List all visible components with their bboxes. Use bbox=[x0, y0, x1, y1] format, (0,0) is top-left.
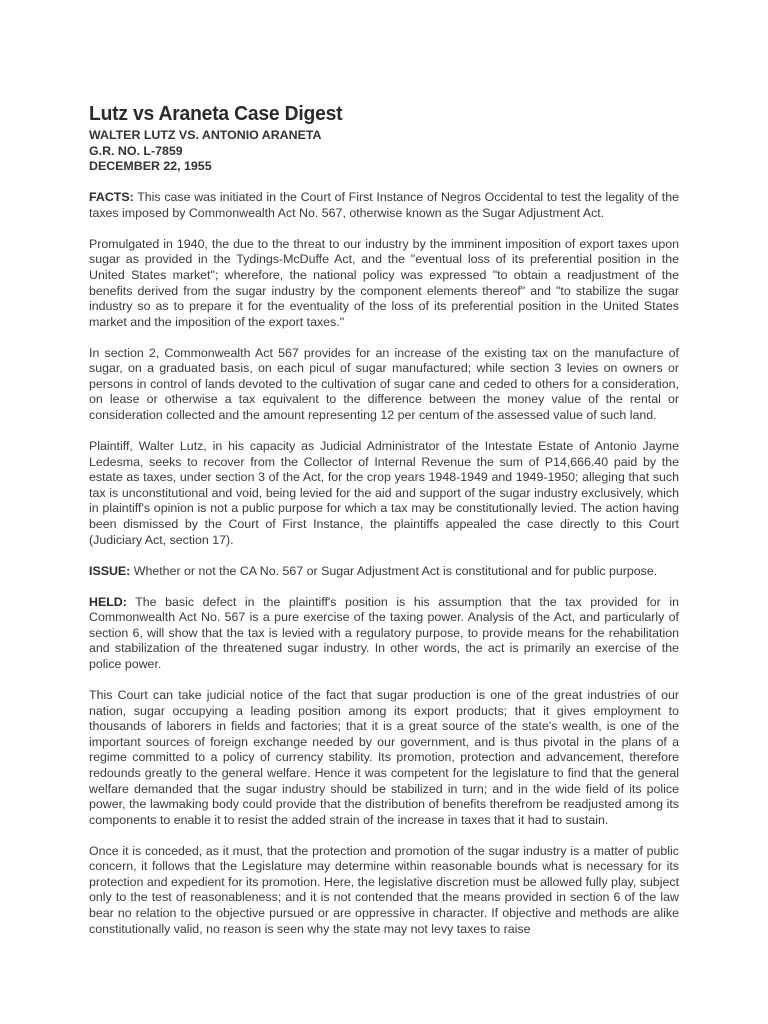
held-label: HELD: bbox=[89, 594, 127, 609]
document-page bbox=[89, 102, 679, 937]
held-text: The basic defect in the plaintiff's position is his assumption that the tax provided for in Commonwealth Act No. 567 is a pure exercise of the taxing power. Analysis of the Act, and particularly of section 6, will show that the tax is levied with a regulatory purpose, to provide means for the rehabilitation and stabilization of the threatened sugar industry. In other words, the act is primarily an exercise of the police power. bbox=[89, 594, 679, 671]
conclusion-text: Once it is conceded, as it must, that the protection and promotion of the sugar industry is a matter of public concern, it follows that the Legislature may determine within reasonable bounds what is necessary for its protection and expedient for its promotion. Here, the legislative discretion must be allowed fully play, subject only to the test of reasonableness; and it is not contended that the means provided in section 6 of the law bear no relation to the objective pursued or are oppressive in character. If objective and methods are alike constitutionally valid, no reason is seen why the state may not levy taxes to raise bbox=[89, 843, 680, 936]
plaintiff-paragraph bbox=[89, 439, 679, 548]
facts-text: This case was initiated in the Court of First Instance of Negros Occidental to test the legality of the taxes imposed by Commonwealth Act No. 567, otherwise known as the Sugar Adjustment Act. bbox=[89, 190, 679, 220]
case-meta bbox=[89, 128, 679, 175]
background-paragraph bbox=[89, 237, 679, 331]
issue-text: Whether or not the CA No. 567 or Sugar Adjustment Act is constitutional and for public purpose. bbox=[130, 563, 658, 578]
conclusion-paragraph bbox=[89, 844, 679, 938]
section-paragraph bbox=[89, 346, 679, 424]
judicial-notice-text: This Court can take judicial notice of the fact that sugar production is one of the great industries of our nation, sugar occupying a leading position among its export products; that it gives employment to thousands of laborers in fields and factories; that it is a great source of the state's wealth, is one of the important sources of foreign exchange needed by our government, and is thus pivotal in the plans of a regime committed to a policy of currency stability. Its promotion, protection and advancement, therefore redounds greatly to the general welfare. Hence it was competent for the legislature to find that the general welfare demanded that the sugar industry should be stabilized in turn; and in the wide field of its police power, the lawmaking body could provide that the distribution of benefits therefrom be readjusted among its components to enable it to resist the added strain of the increase in taxes that it had to sustain. bbox=[89, 687, 679, 827]
issue-label: ISSUE: bbox=[89, 563, 131, 578]
held-paragraph bbox=[89, 595, 679, 673]
case-number: G.R. NO. L-7859 bbox=[89, 143, 183, 158]
judicial-notice-paragraph bbox=[89, 688, 679, 828]
issue-paragraph bbox=[89, 564, 679, 580]
document-title: Lutz vs Araneta Case Digest bbox=[89, 102, 343, 125]
section-text: In section 2, Commonwealth Act 567 provides for an increase of the existing tax on the manufacture of sugar, on a graduated basis, on each picul of sugar manufactured; while section 3 levies on owners or persons in control of lands devoted to the cultivation of sugar cane and ceded to others for a consideration, on lease or otherwise a tax equivalent to the difference between the money value of the rental or consideration collected and the amount representing 12 per centum of the assessed value of such land. bbox=[89, 345, 679, 423]
background-text: Promulgated in 1940, the due to the threat to our industry by the imminent imposition of export taxes upon sugar as provided in the Tydings-McDuffe Act, and the "eventual loss of its preferential position in the United States market"; wherefore, the national policy was expressed "to obtain a readjustment of the benefits derived from the sugar industry by the component elements thereof" and "to stabilize the sugar industry so as to prepare it for the eventuality of the loss of its preferential position in the United States market and the imposition of the export taxes." bbox=[89, 236, 679, 329]
facts-paragraph bbox=[89, 190, 679, 221]
plaintiff-text: Plaintiff, Walter Lutz, in his capacity as Judicial Administrator of the Intestate Estate of Antonio Jayme Ledesma, seeks to recover from the Collector of Internal Revenue the sum of P14,666.40 paid by the estate as taxes, under section 3 of the Act, for the crop years 1948-1949 and 1949-1950; alleging that such tax is unconstitutional and void, being levied for the aid and support of the sugar industry exclusively, which in plaintiff's opinion is not a public purpose for which a tax may be constitutionally levied. The action having been dismissed by the Court of First Instance, the plaintiffs appealed the case directly to this Court (Judiciary Act, section 17). bbox=[89, 439, 679, 547]
facts-label: FACTS: bbox=[89, 190, 134, 205]
case-date: DECEMBER 22, 1955 bbox=[89, 159, 212, 174]
case-parties: WALTER LUTZ VS. ANTONIO ARANETA bbox=[89, 128, 322, 142]
